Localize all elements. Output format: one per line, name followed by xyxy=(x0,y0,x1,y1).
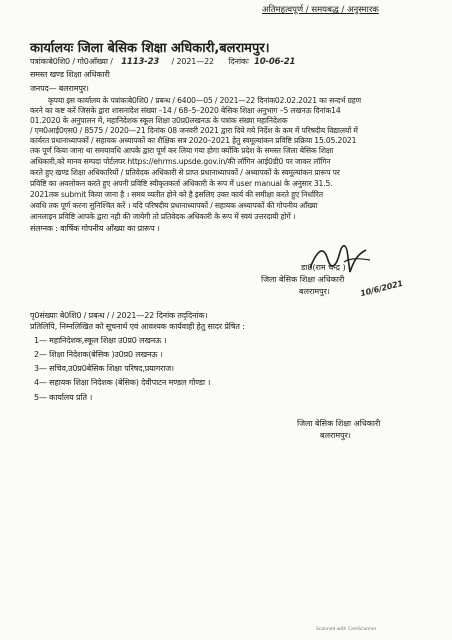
copy-recipient: 5— कार्यालय प्रति । xyxy=(34,393,93,402)
body-line: अवधि तक पूर्ण करना सुनिश्चित करें । यदि परिषदीय प्रधानाध्यापकों / सहायक अध्यापकों की गोपनीय आँख्या xyxy=(30,201,318,210)
signer-designation: जिला बेसिक शिक्षा अधिकारी xyxy=(261,275,345,284)
date-label: दिनांकः xyxy=(228,57,249,66)
body-line: तक पूर्ण किया जाना था समयावधि आपके द्वारा पूर्ण कर लिया गया होगा क्योंकि प्रदेश के समस्त जिला बेसिक शिक्षा xyxy=(30,146,334,155)
patrank-number: 1113-23 xyxy=(121,57,160,67)
copy-recipient: 2— शिक्षा निदेशक(बेसिक )उ0प्र0 लखनऊ । xyxy=(34,350,163,359)
signer-place: बलरामपुर। xyxy=(299,287,330,296)
body-line: प्रविष्टि का अवलोकन करते हुए अपनी प्रविष्टि स्वीकृतकर्ता अधिकारी के रूप में user manual के अनुसार 31.5. xyxy=(30,179,333,188)
handwritten-date: 10/6/2021 xyxy=(359,278,404,299)
body-line: 01.2020 के अनुपालन में, महानिदेशक स्कूल शिक्षा उ0प्र0लखनऊ के पत्रांक संख्या महानिदेशक xyxy=(30,116,288,125)
body-line: अधिकारी,को मानव सम्पदा पोर्टलपर https://ehrms.upsde.gov.in/की लॉगिन आई0डी0 पर जाकर लॉगिन xyxy=(30,157,331,166)
copy-recipient: 4— सहायक शिक्षा निदेशक (बेसिक) देवीपाटन मण्डल गोण्डा । xyxy=(34,378,211,387)
copy-recipient: 3— सचिव,उ0प्र0बेसिक शिक्षा परिषद,प्रयागराज। xyxy=(34,364,174,373)
addressee-line1: समस्त खण्ड शिक्षा अधिकारी xyxy=(30,70,110,79)
copy-recipient: 1— महानिदेशक,स्कूल शिक्षा उ0प्र0 लखनऊ । xyxy=(34,336,167,345)
reference-line xyxy=(30,57,295,67)
copy-reference-line: पृ0संख्याः बे0शि0 / प्रबन्ध / / 2021—22 दिनांक तद्‌दिनांक। xyxy=(30,311,208,320)
body-line: करने का कष्ट करें जिसके द्वारा शासनादेश संख्या –14 / 68–5–2020 बेसिक शिक्षा अनुभाग –5 लखनऊ दिनांक14 xyxy=(30,106,341,115)
copy-intro: प्रतिलिपि, निम्नलिखित को सूचनार्थ एवं आवश्यक कार्यवाही हेतु सादर प्रेषित : xyxy=(30,322,245,331)
patrank-label: पत्रांकःबे0शि0 / गो0आँख्या / xyxy=(30,57,113,66)
addressee-line2: जनपद— बलरामपुर। xyxy=(30,84,89,93)
office-title: कार्यालयः जिला बेसिक शिक्षा अधिकारी,बलरामपुर। xyxy=(30,41,270,56)
signer2-place: बलरामपुर। xyxy=(320,431,351,440)
signer-name: डा0(राम चन्द्र ) xyxy=(301,263,346,272)
scanner-watermark: Scanned with CamScanner xyxy=(316,627,377,632)
body-line: कार्यरत प्रधानाध्यापकों / सहायक अध्यापकों का शैक्षिक सत्र 2020–2021 हेतु स्वमूल्यांकन प्रविष्टि प्रक्रिया 15.05.2021 xyxy=(30,136,357,145)
enclosure-line: संलग्नक : वार्षिक गोपनीय आँख्या का प्रारूप । xyxy=(30,224,160,233)
body-line: करते हुए खण्ड शिक्षा अधिकारियों / प्रतिवेदक अधिकारी से प्राप्त प्रधानाध्यापकों / अध्यापकों के स्वमूल्यांकन प्रारूप पर xyxy=(30,168,340,177)
patrank-year: / 2021—22 xyxy=(171,57,214,66)
body-line: 2021तक submit किया जाना है । समय व्यतीत होने को है इसलिए उक्त कार्य की समीक्षा करते हुए निर्धारित xyxy=(30,190,323,199)
body-line: / एम0आई0एस0 / 8575 / 2020—21 दिनांक 08 जनवरी 2021 द्वारा दिये गये निर्देश के कम में परिषदीय विद्यालयों में xyxy=(30,126,358,135)
classification-header: अतिमहत्वपूर्ण / समयबद्ध / अनुस्मारक xyxy=(262,5,379,15)
body-line: कृपया इस कार्यालय के पत्रांकःबे0शि0 / प्रबन्ध / 6400—05 / 2021—22 दिनांक02.02.2021 का सन्दर्भ ग्रहण xyxy=(48,96,361,105)
signer2-designation: जिला बेसिक शिक्षा अधिकारी xyxy=(297,419,381,428)
body-line: आनलाइन प्रविष्टि आपके द्वारा नही की जायेगी तो प्रतिवेदक अधिकारी के रूप में स्वयं उत्तरदायी होगें । xyxy=(30,212,296,221)
date-value: 10-06-21 xyxy=(253,57,296,67)
